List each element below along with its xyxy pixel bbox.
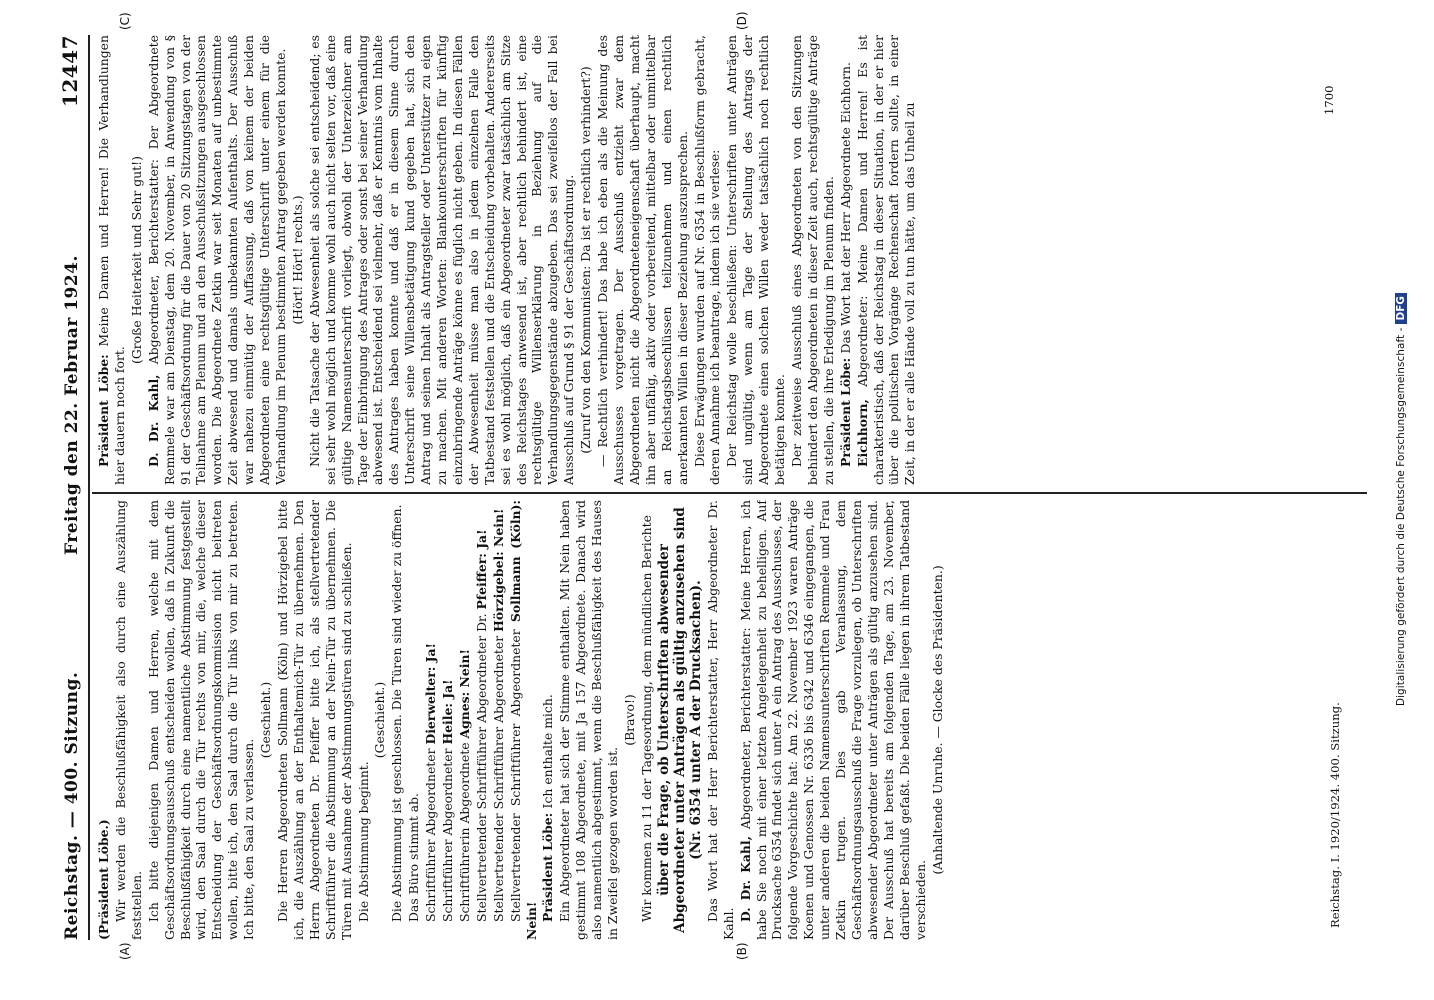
speaker-heading: (Präsident Löbe.)	[96, 819, 111, 940]
paragraph: Das Wort hat der Herr Berichterstatter, Herr Abgeordneter Dr. Kahl.	[704, 500, 736, 940]
speaker-paragraph: Präsident Löbe: Das Wort hat der Herr Abgeordnete Eichhorn.	[837, 62, 853, 467]
page-number: 12447	[58, 35, 82, 108]
dfg-logo: DFG	[1395, 293, 1407, 324]
paragraph: Ein Abgeordneter hat sich der Stimme enthalten. Mit Nein haben gestimmt 108 Abgeordnete, mit Ja 157 Abgeordnete. Danach wird also namentlich abgestimmt, wenn die Beschlußfähigkeit des Hauses in Zweifel gezogen worden ist.	[557, 500, 621, 940]
digitization-note	[1395, 7, 1407, 992]
stage-direction: (Geschieht.)	[258, 681, 274, 759]
paragraph: Diese Erwägungen wurden auf Nr. 6354 in Beschlußform gebracht, deren Annahme ich beantrage, indem ich sie verlese:	[691, 35, 723, 485]
paragraph: Die Herren Abgeordneten Sollmann (Köln) und Hörzigebel bitte ich, die Auszählung an der Enthaltemich-Tür zu übernehmen. Den Herrn Abgeordneten Dr. Pfeiffer bitte ich, als stellvertretender Schriftführer die Abstimmung an der Nein-Tür zu übernehmen. Die Türen mit Ausnahme der Abstimmungstüren sind zu schließen.	[274, 500, 354, 940]
stage-direction: (Geschieht.)	[372, 681, 388, 759]
margin-marker-a: (A)	[118, 942, 132, 960]
vote-entry: Schriftführerin Abgeordnete Agnes: Nein!	[456, 649, 472, 922]
left-column	[96, 500, 1341, 940]
digitization-text: Digitalisierung gefördert durch die Deutsche Forschungsgemeinschaft -	[1395, 327, 1407, 707]
stage-direction: (Hört! Hört! rechts.)	[289, 195, 305, 325]
column-divider	[92, 492, 1367, 494]
header-rule	[88, 35, 90, 940]
vote-entry: Stellvertretender Schriftführer Abgeordneter Sollmann (Köln): Nein!	[507, 500, 539, 940]
resolution-text: Der zeitweise Ausschluß eines Abgeordneten von den Sitzungen behindert den Abgeordneten in dieser Zeit auch, rechtsgültige Anträge zu stellen, die ihre Erledigung im Plenum finden.	[788, 35, 836, 485]
header-session: Reichstag. — 400. Sitzung.	[62, 671, 82, 940]
resolution-text: Der Reichstag wolle beschließen: Unterschriften unter Anträgen sind ungültig, wenn am Tage der Stellung des Antrags der Abgeordnete einen solchen Willen weder tatsächlich noch rechtlich betätigen konnte.	[724, 35, 788, 485]
vote-entry: Stellvertretender Schriftführer Abgeordneter Dr. Pfeiffer: Ja!	[473, 529, 489, 922]
stage-direction: (Anhaltende Unruhe. — Glocke des Präsidenten.)	[929, 565, 945, 875]
header-date: Freitag den 22. Februar 1924.	[62, 255, 82, 555]
paragraph: Ich bitte diejenigen Damen und Herren, welche mit dem Geschäftsordnungsausschuß entscheiden wollen, daß in Zukunft die Beschlußfähigkeit durch eine namentliche Abstimmung festgestellt wird, den Saal durch die Tür rechts von mir, die, welche dieser Entscheidung der Geschäftsordnungskommission nicht beitreten wollen, bitte ich, den Saal durch die Tür links von mir zu betreten. Ich bitte, den Saal zu verlassen.	[145, 500, 257, 940]
page-header	[58, 35, 88, 940]
paragraph: Wir kommen zu 11 der Tagesordnung, dem mündlichen Berichte	[638, 515, 654, 922]
margin-marker-d: (D)	[735, 11, 749, 30]
speaker-paragraph: Präsident Löbe: Ich enthalte mich.	[540, 694, 556, 922]
paragraph: — Rechtlich verhindert! Das habe ich eben als die Meinung des Ausschusses vorgetragen. Der Ausschuß entzieht zwar dem Abgeordneten nicht die Abgeordneteneigenschaft überhaupt, macht ihn aber unfähig, aktiv oder vorbereitend, mittelbar oder unmittelbar an Reichstagsbeschlüssen teilzunehmen und einen rechtlich anerkannten Willen in dieser Beziehung auszusprechen.	[595, 35, 690, 485]
paragraph: Das Büro stimmt ab.	[406, 792, 422, 922]
footer-sheet-number: 1700	[1322, 85, 1336, 115]
page-footer: Reichstag. I. 1920/1924. 400. Sitzung.	[1328, 702, 1342, 928]
paragraph: Wir werden die Beschlußfähigkeit also durch eine Auszählung feststellen.	[112, 500, 144, 940]
paragraph: Nicht die Tatsache der Abwesenheit als solche sei entscheidend; es sei sehr wohl möglich und komme wohl auch nicht selten vor, daß eine gültige Namensunterschrift vorliegt, obwohl der Unterzeichner am Tage der Einbringung des Antrages oder sonst bei seiner Verhandlung abwesend ist. Entscheidend sei vielmehr, daß er Kenntnis vom Inhalte des Antrages haben konnte und daß er in diesem Sinne durch Unterschrift seine Willensbetätigung kund gegeben hat, sich den Antrag und seinen Inhalt als Antragsteller oder Unterstützer zu eigen zu machen. Mit anderen Worten: Blankounterschriften für künftig einzubringende Anträge könne es füglich nicht geben. In diesen Fällen der Abwesenheit müsse man also in jedem einzelnen Falle den Tatbestand feststellen und die Entscheidung vorbehalten. Andererseits sei es wohl möglich, daß ein Abgeordneter zwar tatsächlich am Sitze des Reichstages anwesend ist, aber rechtlich behindert ist, eine rechtsgültige Willenserklärung in Beziehung auf die Verhandlungsgegenstände abzugeben. Das sei zweifellos der Fall bei Ausschluß auf Grund § 91 der Geschäftsordnung.	[306, 35, 577, 485]
right-column	[96, 35, 1341, 485]
stage-direction: (Große Heiterkeit und Sehr gut!)	[128, 156, 144, 364]
speaker-paragraph: D. Dr. Kahl, Abgeordneter, Berichterstatter: Meine Herren, ich habe Sie noch mit einer letzten Angelegenheit zu behelligen. Auf Drucksache 6354 findet sich unter A ein Antrag des Ausschusses, der folgende Vorgeschichte hat: Am 22. November 1923 waren Anträge Koenen und Genossen Nr. 6336 bis 6342 und 6346 eingegangen, die unter anderen die beiden Namensunterschriften Remmele und Frau Zetkin trugen. Dies gab Veranlassung, dem Geschäftsordnungsausschuß die Frage vorzulegen, ob Unterschriften abwesender Abgeordneter unter Anträgen als gültig anzusehen sind. Der Ausschuß hat bereits am folgenden Tage, am 23. November, darüber Beschluß gefaßt. Die beiden Fälle liegen in ihrem Tatbestand verschieden.	[737, 500, 928, 940]
vote-entry: Schriftführer Abgeordneter Dierwelter: Ja!	[423, 643, 439, 922]
paragraph: Die Abstimmung beginnt.	[355, 761, 371, 922]
margin-marker-b: (B)	[735, 942, 749, 960]
vote-entry: Stellvertretender Schriftführer Abgeordneter Hörzigebel: Nein!	[490, 508, 506, 922]
speaker-paragraph: Eichhorn, Abgeordneter: Meine Damen und Herren! Es ist charakteristisch, daß der Reichstag in dieser Situation, in der er hier über die politischen Vorgänge Rechenschaft fordern sollte, in einer Zeit, in der er alle Hände voll zu tun hätte, um das Unheil zu	[854, 35, 918, 485]
stage-direction: (Zuruf von den Kommunisten: Da ist er rechtlich verhindert?)	[578, 66, 594, 454]
agenda-item-title: über die Frage, ob Unterschriften abwesender Abgeordneter unter Anträgen als gültig anzusehen sind (Nr. 6354 unter A der Drucksachen).	[655, 507, 704, 933]
speaker-paragraph: D. Dr. Kahl, Abgeordneter, Berichterstatter: Der Abgeordnete Remmele war am Dienstag, dem 20. November, in Anwendung von § 91 der Geschäftsordnung für die Dauer von 20 Sitzungstagen von der Teilnahme am Plenum und an den Ausschußsitzungen ausgeschlossen worden. Die Abgeordnete Zetkin war seit Monaten auf unbestimmte Zeit abwesend und damals unbekannten Aufenthalts. Der Ausschuß war nahezu einmütig der Auffassung, daß von keinem der beiden Abgeordneten eine rechtsgültige Unterschrift unter einem für die Verhandlung im Plenum bestimmten Antrag gegeben werden konnte.	[145, 35, 288, 485]
vote-entry: Schriftführer Abgeordneter Heile: Ja!	[440, 679, 456, 922]
stage-direction: (Bravo!)	[622, 694, 637, 746]
paragraph: Die Abstimmung ist geschlossen. Die Türen sind wieder zu öffnen.	[389, 504, 405, 922]
speaker-paragraph: Präsident Löbe: Meine Damen und Herren! Die Verhandlungen hier dauern noch fort.	[96, 35, 127, 485]
margin-marker-c: (C)	[118, 12, 132, 30]
